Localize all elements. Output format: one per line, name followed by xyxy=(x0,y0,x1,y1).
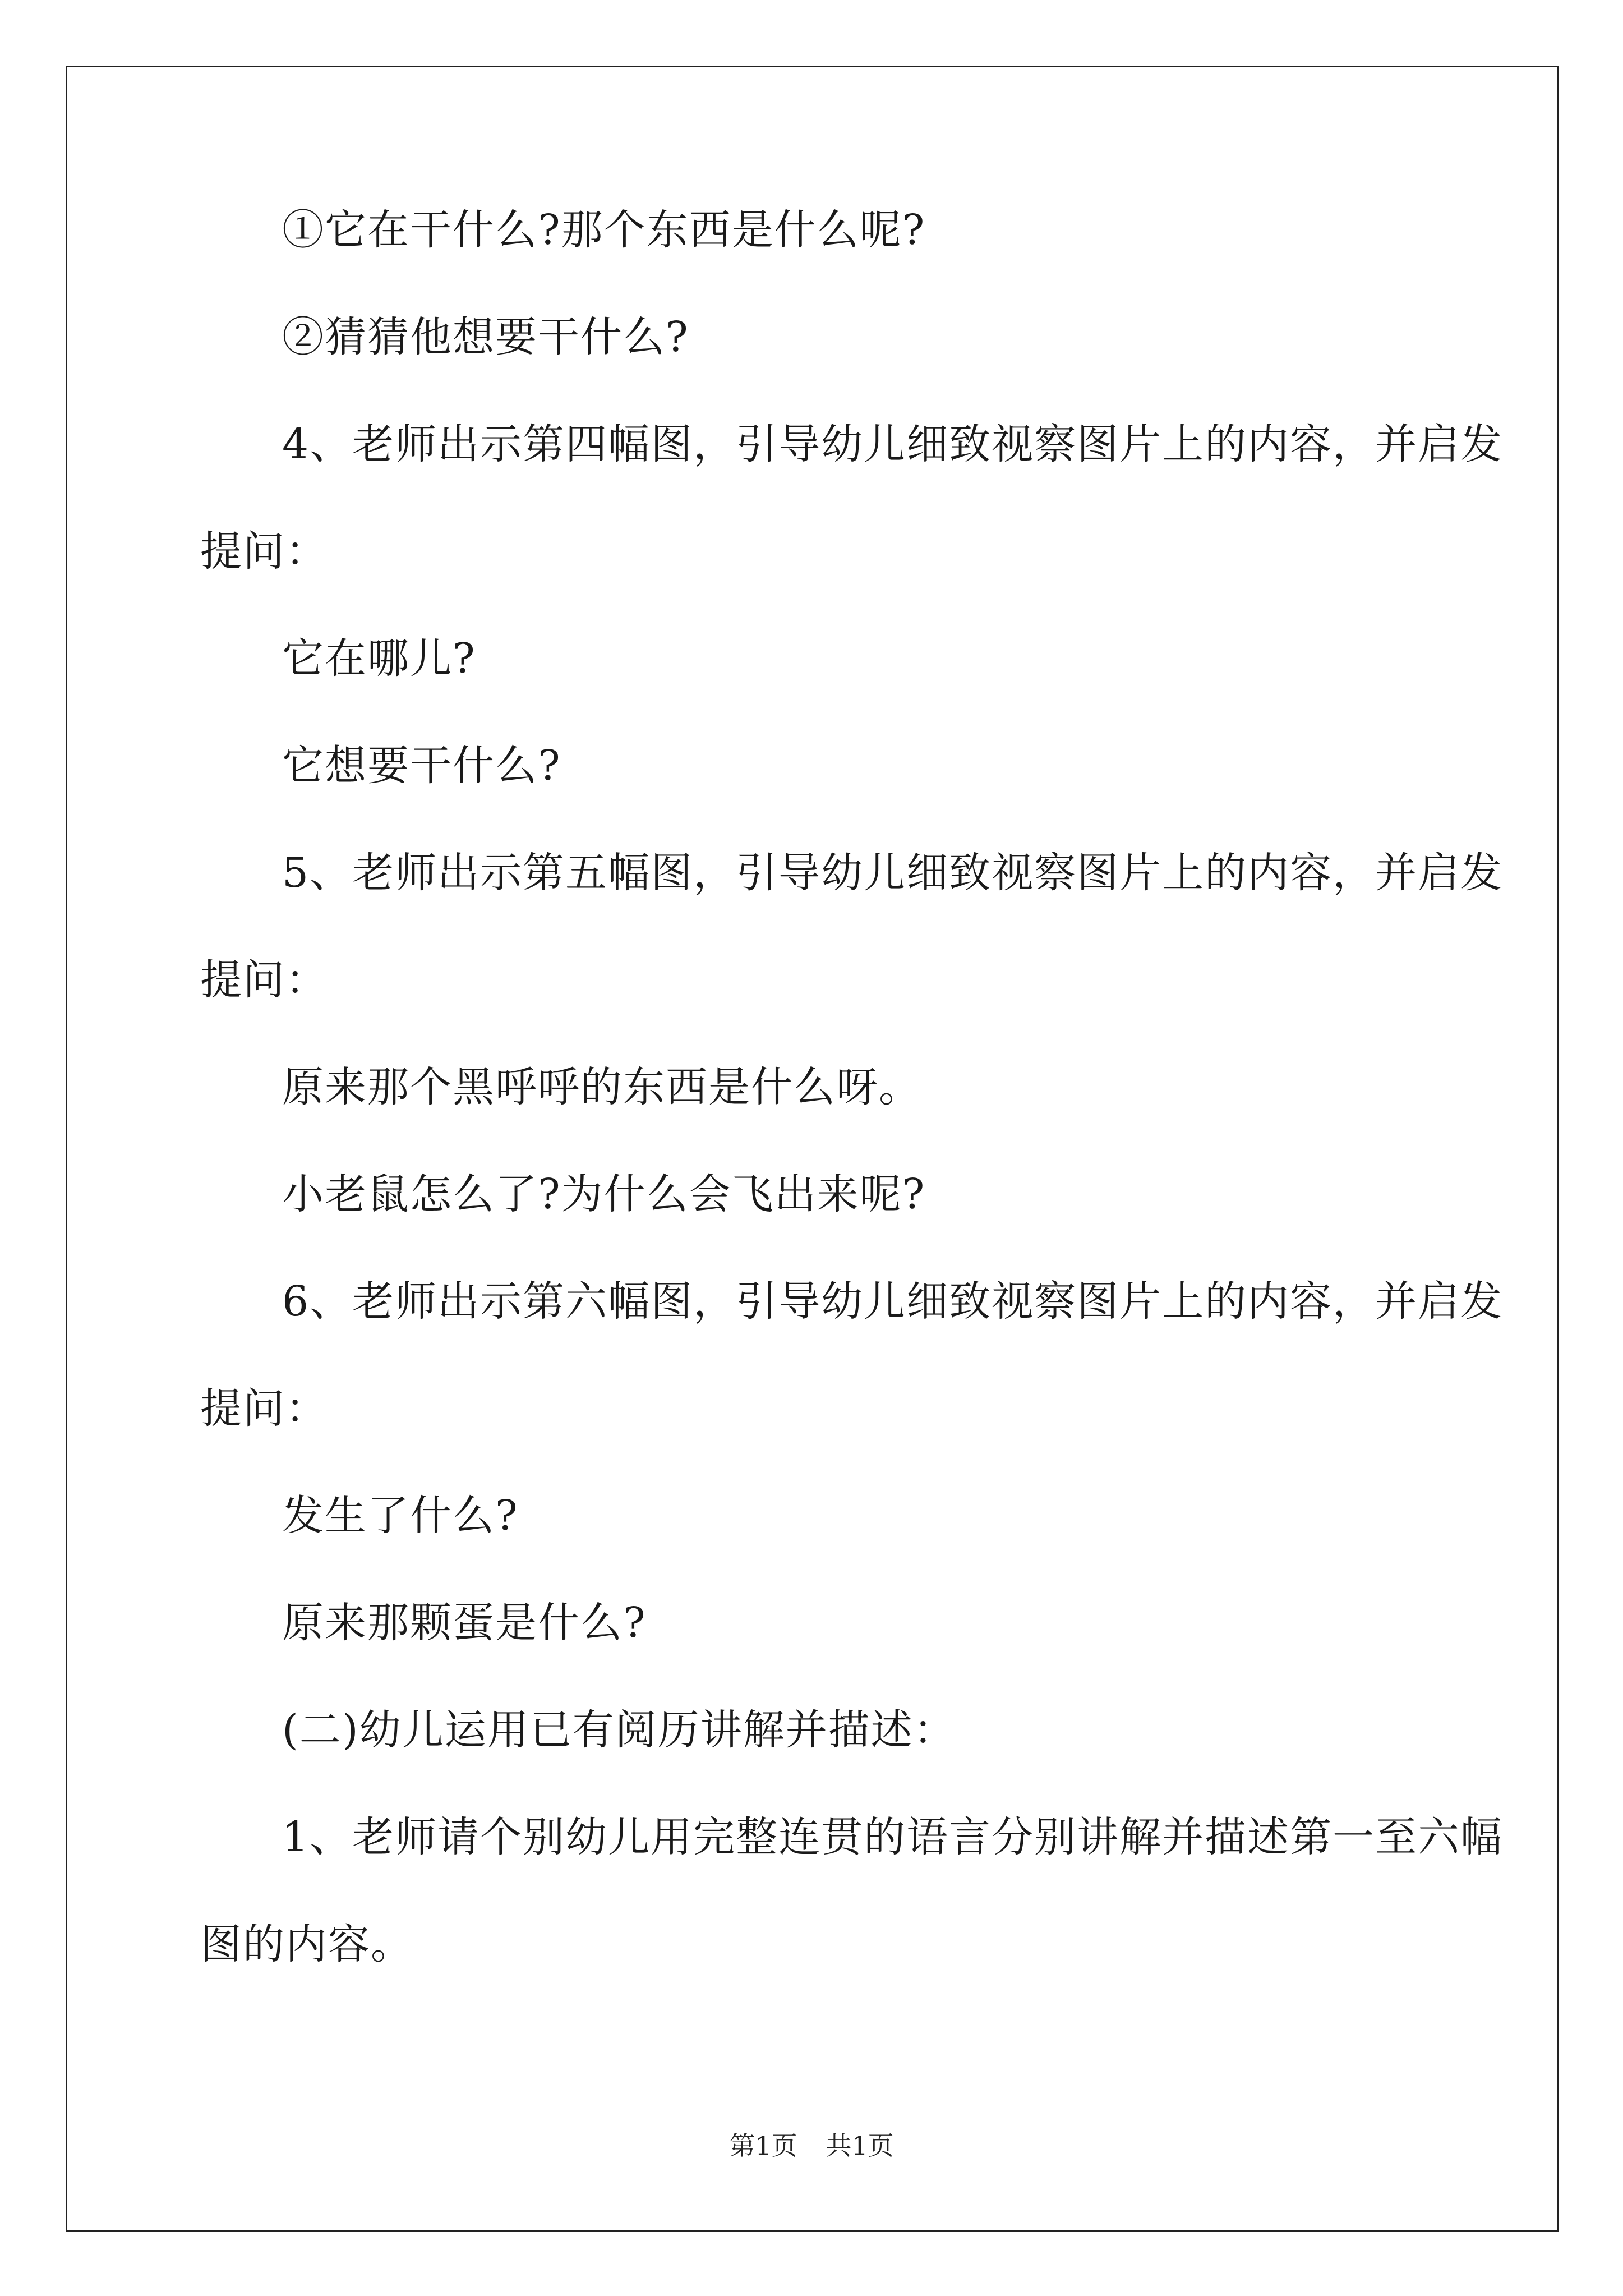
paragraph-question-want: 它想要干什么? xyxy=(282,742,561,790)
page-border xyxy=(66,66,1559,2232)
page-footer xyxy=(0,2129,1623,2162)
paragraph-question-mouse: 小老鼠怎么了?为什么会飞出来呢? xyxy=(282,1170,926,1218)
paragraph-item-1-cont: 图的内容。 xyxy=(200,1920,413,1968)
paragraph-step-5-cont: 提问： xyxy=(200,956,328,1004)
paragraph-step-6: 6、老师出示第六幅图，引导幼儿细致视察图片上的内容，并启发 xyxy=(282,1277,1504,1326)
paragraph-question-2: ②猜猜他想要干什么? xyxy=(282,313,689,361)
paragraph-step-5: 5、老师出示第五幅图，引导幼儿细致视察图片上的内容，并启发 xyxy=(282,849,1504,897)
paragraph-step-4-cont: 提问： xyxy=(200,527,328,576)
paragraph-step-4: 4、老师出示第四幅图，引导幼儿细致视察图片上的内容，并启发 xyxy=(282,420,1504,468)
paragraph-item-1: 1、老师请个别幼儿用完整连贯的语言分别讲解并描述第一至六幅 xyxy=(282,1813,1504,1861)
page-number: 第1页 xyxy=(729,2131,797,2161)
paragraph-question-happened: 发生了什么? xyxy=(282,1492,519,1540)
paragraph-question-egg: 原来那颗蛋是什么? xyxy=(282,1599,647,1647)
total-pages: 共1页 xyxy=(826,2131,894,2161)
paragraph-question-where: 它在哪儿? xyxy=(282,634,476,683)
paragraph-step-6-cont: 提问： xyxy=(200,1384,328,1433)
paragraph-question-black-thing: 原来那个黑呼呼的东西是什么呀。 xyxy=(282,1063,921,1111)
section-heading-2: (二)幼儿运用已有阅历讲解并描述： xyxy=(282,1706,956,1754)
paragraph-question-1: ①它在干什么?那个东西是什么呢? xyxy=(282,206,926,254)
